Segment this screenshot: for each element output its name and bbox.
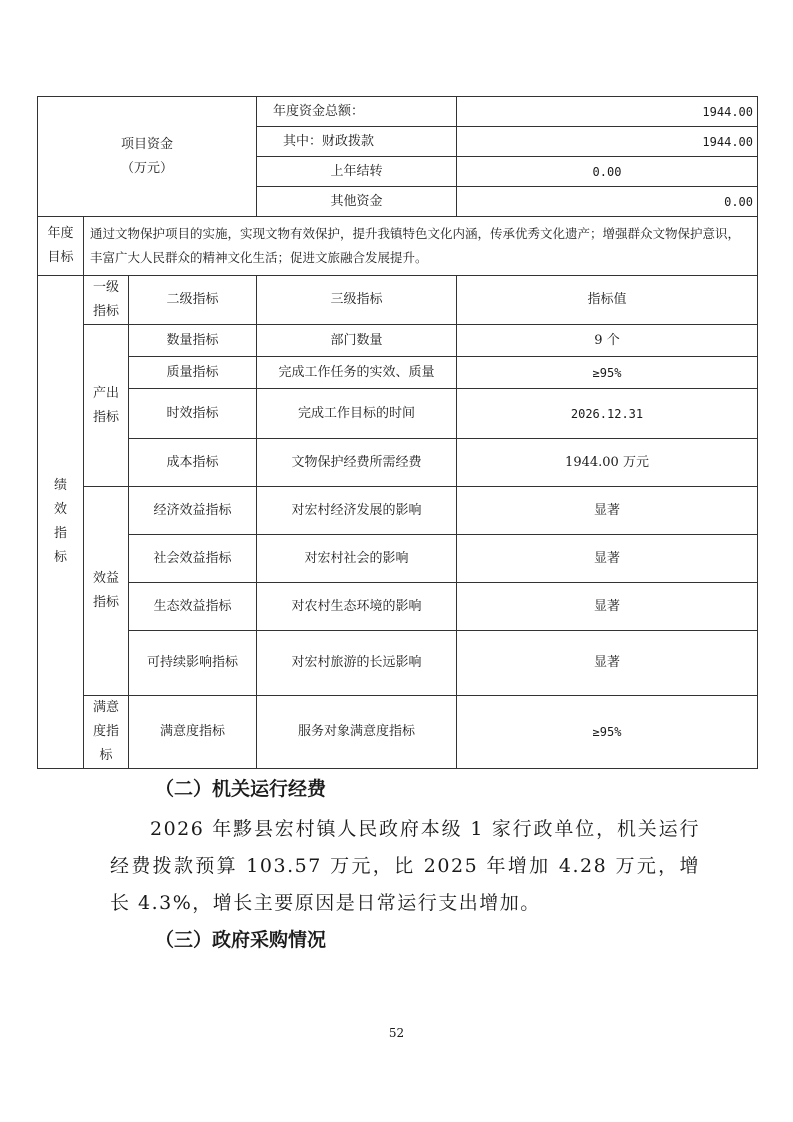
performance-label-char: 标 (53, 550, 67, 565)
indicator-value: 2026.12.31 (457, 389, 758, 439)
performance-label-char: 效 (53, 502, 67, 517)
funding-row-label: 其他资金 (257, 187, 457, 217)
indicator-level2: 可持续影响指标 (129, 631, 257, 696)
group-label-satisfaction (84, 696, 129, 769)
funding-unit: （万元） (120, 160, 173, 176)
group-label-text: 指标 (92, 409, 119, 425)
group-label-benefit (84, 487, 129, 696)
performance-label-char: 指 (53, 526, 67, 541)
indicator-level3: 文物保护经费所需经费 (257, 439, 457, 487)
indicator-level3: 对宏村旅游的长远影响 (257, 631, 457, 696)
indicator-level3: 服务对象满意度指标 (257, 696, 457, 769)
header-value: 指标值 (457, 276, 758, 325)
page-number: 52 (388, 1026, 405, 1040)
header-level2: 二级指标 (129, 276, 257, 325)
indicator-level2: 成本指标 (129, 439, 257, 487)
indicator-level2: 满意度指标 (129, 696, 257, 769)
indicator-value: ≥95% (457, 357, 758, 389)
indicator-level2: 数量指标 (129, 325, 257, 357)
funding-row-value: 0.00 (457, 187, 758, 217)
indicator-value: 9 个 (457, 325, 758, 357)
header-level1-text: 一级 (92, 280, 119, 295)
funding-label: 项目资金 (120, 136, 173, 152)
funding-label-cell (38, 97, 257, 217)
group-label-text: 指标 (92, 595, 119, 610)
performance-label-cell (38, 276, 84, 769)
funding-row-value: 0.00 (457, 157, 758, 187)
funding-row-label: 年度资金总额： (257, 97, 457, 127)
indicator-level2: 生态效益指标 (129, 583, 257, 631)
indicator-level2: 质量指标 (129, 357, 257, 389)
annual-goal-label-cell (38, 217, 84, 276)
header-level3: 三级指标 (257, 276, 457, 325)
indicator-level3: 对农村生态环境的影响 (257, 583, 457, 631)
group-label-text: 满意 (92, 700, 119, 715)
group-label-text: 产出 (92, 385, 119, 401)
section-paragraph-operating-expenses: 2026 年黟县宏村镇人民政府本级 1 家行政单位，机关运行经费拨款预算 103.57 万元，比 2025 年增加 4.28 万元，增长 4.3%，增长主要原因是日常运行支出增加。 (110, 818, 700, 914)
group-label-text: 标 (99, 748, 113, 763)
annual-goal-label: 年度 (47, 226, 74, 241)
indicator-level3: 完成工作任务的实效、质量 (257, 357, 457, 389)
indicator-level2: 经济效益指标 (129, 487, 257, 535)
funding-row-value: 1944.00 (457, 97, 758, 127)
performance-label-char: 绩 (53, 478, 67, 493)
funding-row-label: 其中：财政拨款 (257, 127, 457, 157)
annual-goal-text: 通过文物保护项目的实施，实现文物有效保护，提升我镇特色文化内涵，传承优秀文化遗产；增强群众文物保护意识，丰富广大人民群众的精神文化生活；促进文旅融合发展提升。 (84, 217, 758, 276)
indicator-level2: 社会效益指标 (129, 535, 257, 583)
indicator-level3: 完成工作目标的时间 (257, 389, 457, 439)
group-label-text: 度指 (92, 724, 119, 739)
indicator-level3: 部门数量 (257, 325, 457, 357)
indicator-value: 显著 (457, 487, 758, 535)
project-performance-table (37, 96, 758, 769)
indicator-value: 1944.00 万元 (457, 439, 758, 487)
section-heading-procurement: （三）政府采购情况 (155, 929, 327, 951)
indicator-level2: 时效指标 (129, 389, 257, 439)
indicator-value: 显著 (457, 535, 758, 583)
funding-row-label: 上年结转 (257, 157, 457, 187)
indicator-level3: 对宏村经济发展的影响 (257, 487, 457, 535)
indicator-level3: 对宏村社会的影响 (257, 535, 457, 583)
funding-row-value: 1944.00 (457, 127, 758, 157)
indicator-value: ≥95% (457, 696, 758, 769)
indicator-value: 显著 (457, 583, 758, 631)
section-heading-operating-expenses: （二）机关运行经费 (155, 778, 327, 800)
header-level1-text: 指标 (92, 304, 119, 319)
group-label-text: 效益 (92, 571, 119, 586)
header-level1 (84, 276, 129, 325)
annual-goal-label: 目标 (47, 250, 74, 265)
group-label-output (84, 325, 129, 487)
indicator-value: 显著 (457, 631, 758, 696)
